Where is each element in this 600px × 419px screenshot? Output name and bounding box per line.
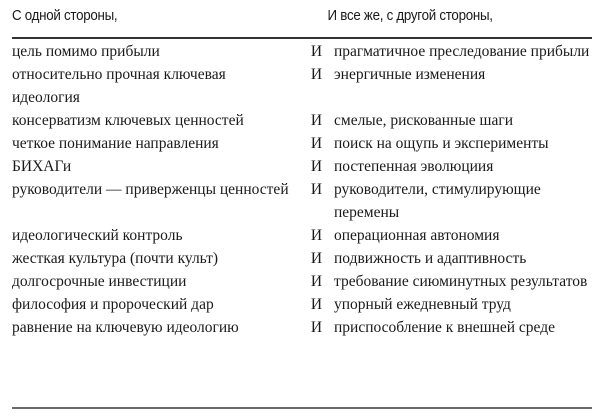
left-cell: равнение на ключевую идеологию: [12, 319, 239, 336]
table-row: [12, 270, 592, 293]
comparison-table: [12, 40, 592, 339]
bottom-rule-divider: [12, 407, 592, 409]
table-row: [12, 224, 592, 247]
conjunction-cell: И: [310, 181, 323, 198]
left-cell: руководители — приверженцы ценностей: [12, 181, 289, 198]
left-cell: относительно прочная ключевая идеология: [12, 66, 226, 106]
conjunction-cell: И: [310, 250, 323, 267]
header-right-column: И все же, с другой стороны,: [327, 8, 493, 24]
left-cell: цель помимо прибыли: [12, 43, 160, 60]
right-cell: смелые, рискованные шаги: [334, 112, 513, 129]
top-rule-divider: [12, 37, 592, 39]
right-cell: энергичные изменения: [334, 66, 486, 83]
table-row: [12, 132, 592, 155]
table-row: [12, 63, 592, 109]
right-cell: прагматичное преследование прибыли: [334, 43, 590, 60]
conjunction-cell: И: [310, 66, 323, 83]
left-cell: долгосрочные инвестиции: [12, 273, 187, 290]
conjunction-cell: И: [310, 273, 323, 290]
right-cell: руководители, стимулирующие перемены: [334, 181, 541, 221]
conjunction-cell: И: [310, 43, 323, 60]
left-cell: БИХАГи: [12, 158, 72, 175]
conjunction-cell: И: [310, 112, 323, 129]
table-header: [12, 4, 546, 28]
conjunction-cell: И: [310, 296, 323, 313]
conjunction-cell: И: [310, 135, 323, 152]
header-left-column: С одной стороны,: [12, 8, 118, 24]
right-cell: операционная автономия: [334, 227, 500, 244]
conjunction-cell: И: [310, 319, 323, 336]
table-row: [12, 40, 592, 63]
right-cell: требование сиюминутных результатов: [334, 273, 588, 290]
table-row: [12, 155, 592, 178]
table-row: [12, 178, 592, 224]
table-row: [12, 247, 592, 270]
table-row: [12, 293, 592, 316]
left-cell: консерватизм ключевых ценностей: [12, 112, 244, 129]
left-cell: четкое понимание направления: [12, 135, 219, 152]
right-cell: подвижность и адаптивность: [334, 250, 527, 267]
right-cell: поиск на ощупь и эксперименты: [334, 135, 549, 152]
left-cell: философия и пророческий дар: [12, 296, 214, 313]
right-cell: упорный ежедневный труд: [334, 296, 511, 313]
table-row: [12, 316, 592, 339]
right-cell: приспособление к внешней среде: [334, 319, 555, 336]
conjunction-cell: И: [310, 227, 323, 244]
right-cell: постепенная эволюциия: [334, 158, 494, 175]
conjunction-cell: И: [310, 158, 323, 175]
left-cell: жесткая культура (почти культ): [12, 250, 219, 267]
table-row: [12, 109, 592, 132]
left-cell: идеологический контроль: [12, 227, 183, 244]
